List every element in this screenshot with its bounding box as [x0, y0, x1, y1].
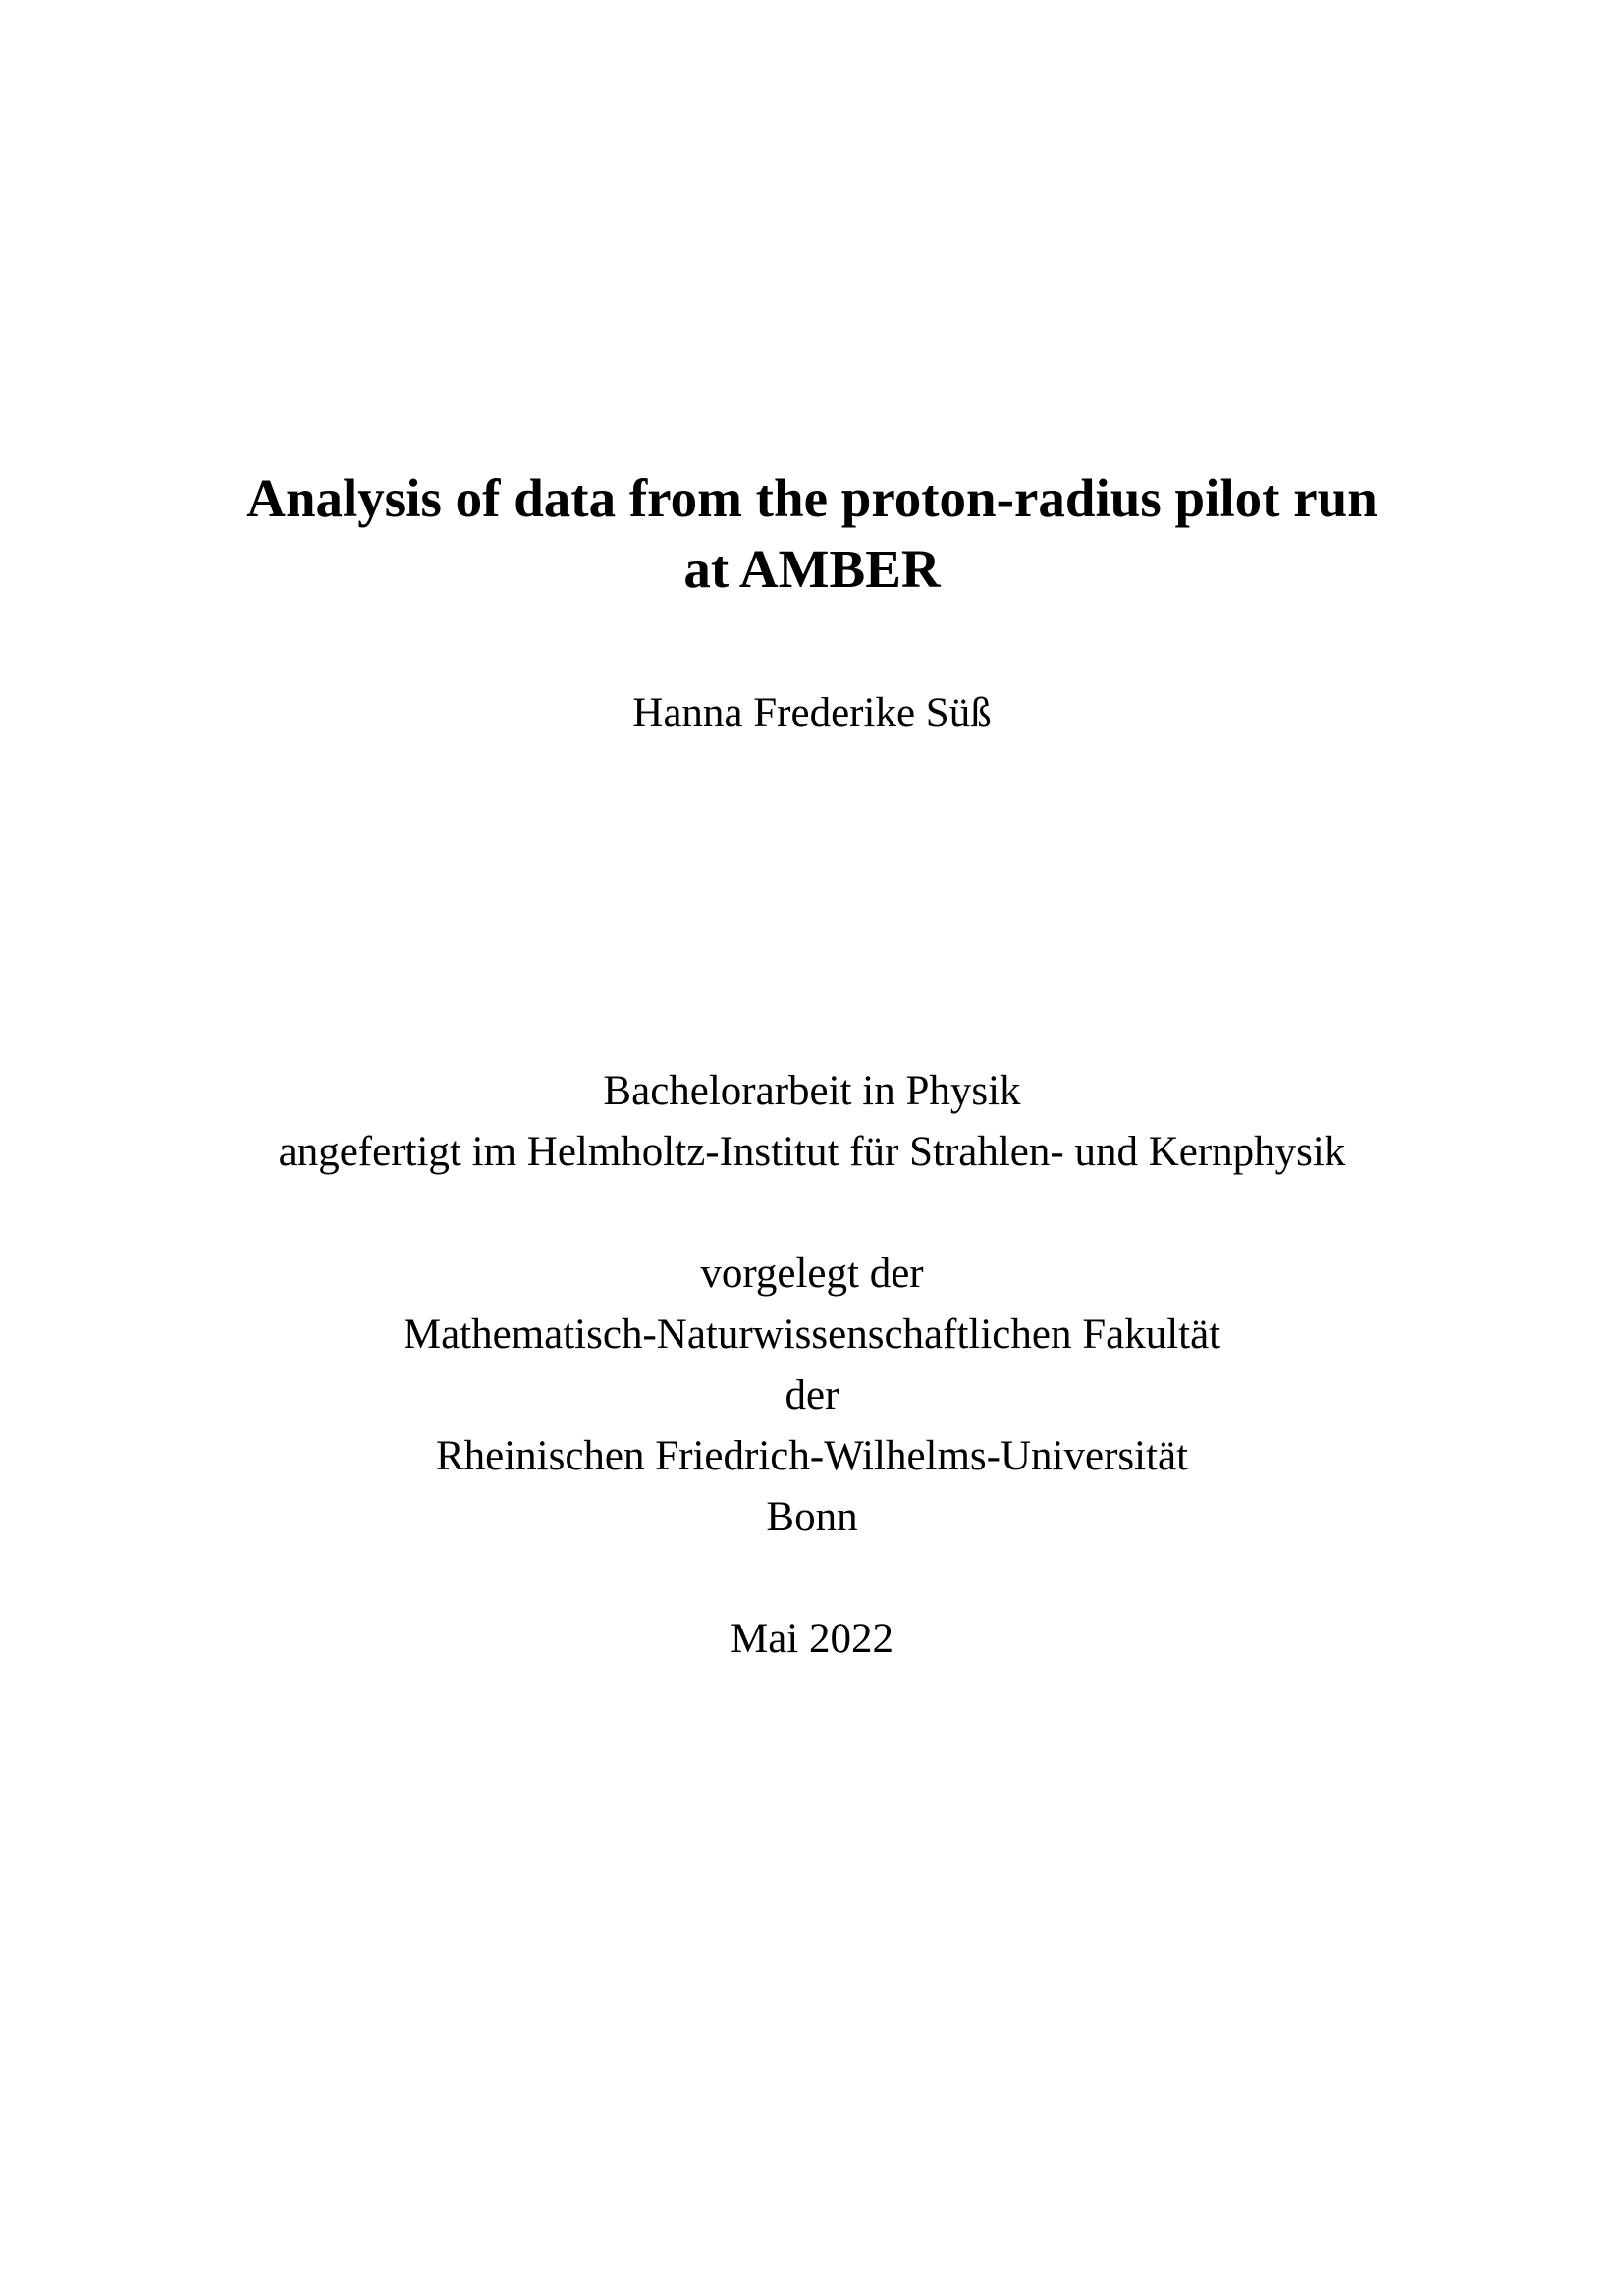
thesis-type: Bachelorarbeit in Physik — [603, 1068, 1021, 1114]
thesis-institute: angefertigt im Helmholtz-Institut für Strahlen- und Kernphysik — [278, 1129, 1346, 1175]
submission-line-3: der — [785, 1372, 839, 1418]
submission-city: Bonn — [766, 1494, 858, 1540]
thesis-title-line-1: Analysis of data from the proton-radius pilot run — [246, 468, 1378, 528]
submission-university: Rheinischen Friedrich-Wilhelms-Universität — [435, 1433, 1189, 1479]
thesis-title-line-2: at AMBER — [683, 539, 941, 599]
submission-faculty: Mathematisch-Naturwissenschaftlichen Fakultät — [403, 1311, 1221, 1358]
submission-line-1: vorgelegt der — [700, 1251, 924, 1297]
submission-date: Mai 2022 — [730, 1616, 894, 1662]
author-name: Hanna Frederike Süß — [632, 690, 992, 736]
